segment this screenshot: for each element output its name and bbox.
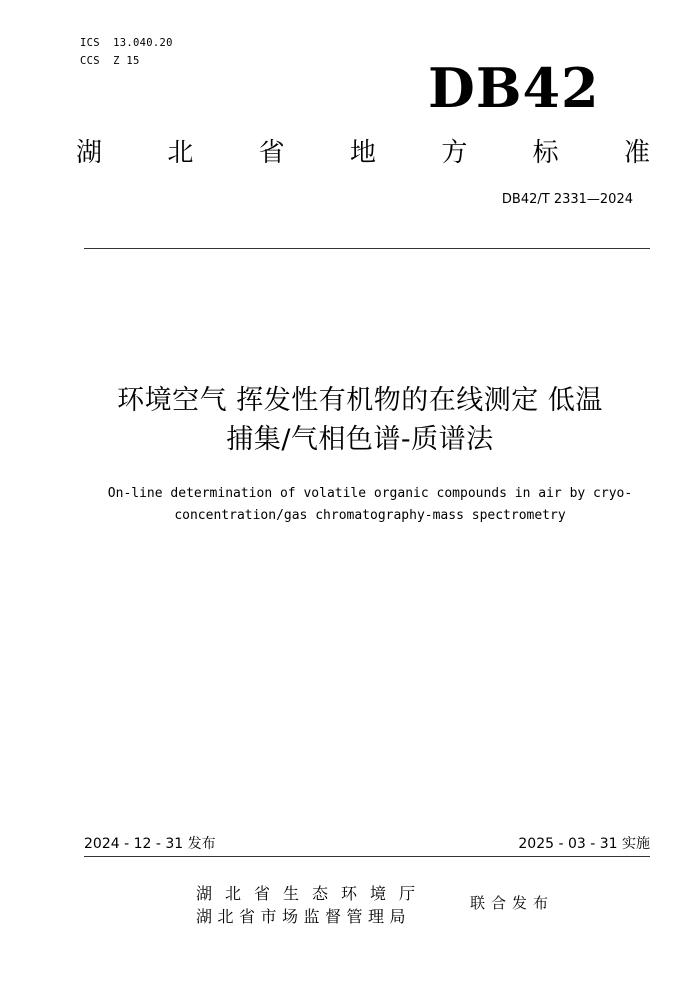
bottom-divider bbox=[84, 856, 650, 857]
classification-codes bbox=[80, 34, 173, 70]
top-divider bbox=[84, 248, 650, 249]
standard-type-char: 地 bbox=[349, 138, 376, 168]
standard-type bbox=[76, 133, 650, 173]
standard-type-char: 方 bbox=[441, 138, 468, 168]
standard-type-char: 北 bbox=[167, 138, 194, 168]
english-title bbox=[60, 483, 680, 527]
issue-date: 2024 - 12 - 31 发布 bbox=[84, 836, 216, 852]
issuer-line: 湖北省生态环境厅 bbox=[196, 884, 429, 903]
english-title-line: concentration/gas chromatography-mass spectrometry bbox=[174, 508, 566, 523]
implementation-date: 2025 - 03 - 31 实施 bbox=[518, 836, 650, 852]
chinese-title-line: 捕集/气相色谱-质谱法 bbox=[226, 424, 494, 455]
issuing-authorities bbox=[196, 882, 428, 928]
standard-number: DB42/T 2331—2024 bbox=[501, 192, 633, 207]
issuer-line: 湖北省市场监督管理局 bbox=[196, 907, 412, 926]
ccs-code: CCS Z 15 bbox=[80, 55, 140, 67]
standard-type-char: 湖 bbox=[76, 138, 103, 168]
chinese-title bbox=[60, 381, 660, 459]
standard-type-char: 省 bbox=[258, 138, 285, 168]
standard-type-char: 标 bbox=[532, 138, 559, 168]
english-title-line: On-line determination of volatile organic compounds in air by cryo- bbox=[107, 486, 633, 501]
standard-type-char: 准 bbox=[623, 138, 650, 168]
standard-logo: DB42 bbox=[428, 56, 600, 120]
ics-code: ICS 13.040.20 bbox=[80, 37, 173, 49]
joint-issue-label: 联合发布 bbox=[470, 894, 555, 912]
chinese-title-line: 环境空气 挥发性有机物的在线测定 低温 bbox=[117, 385, 603, 416]
